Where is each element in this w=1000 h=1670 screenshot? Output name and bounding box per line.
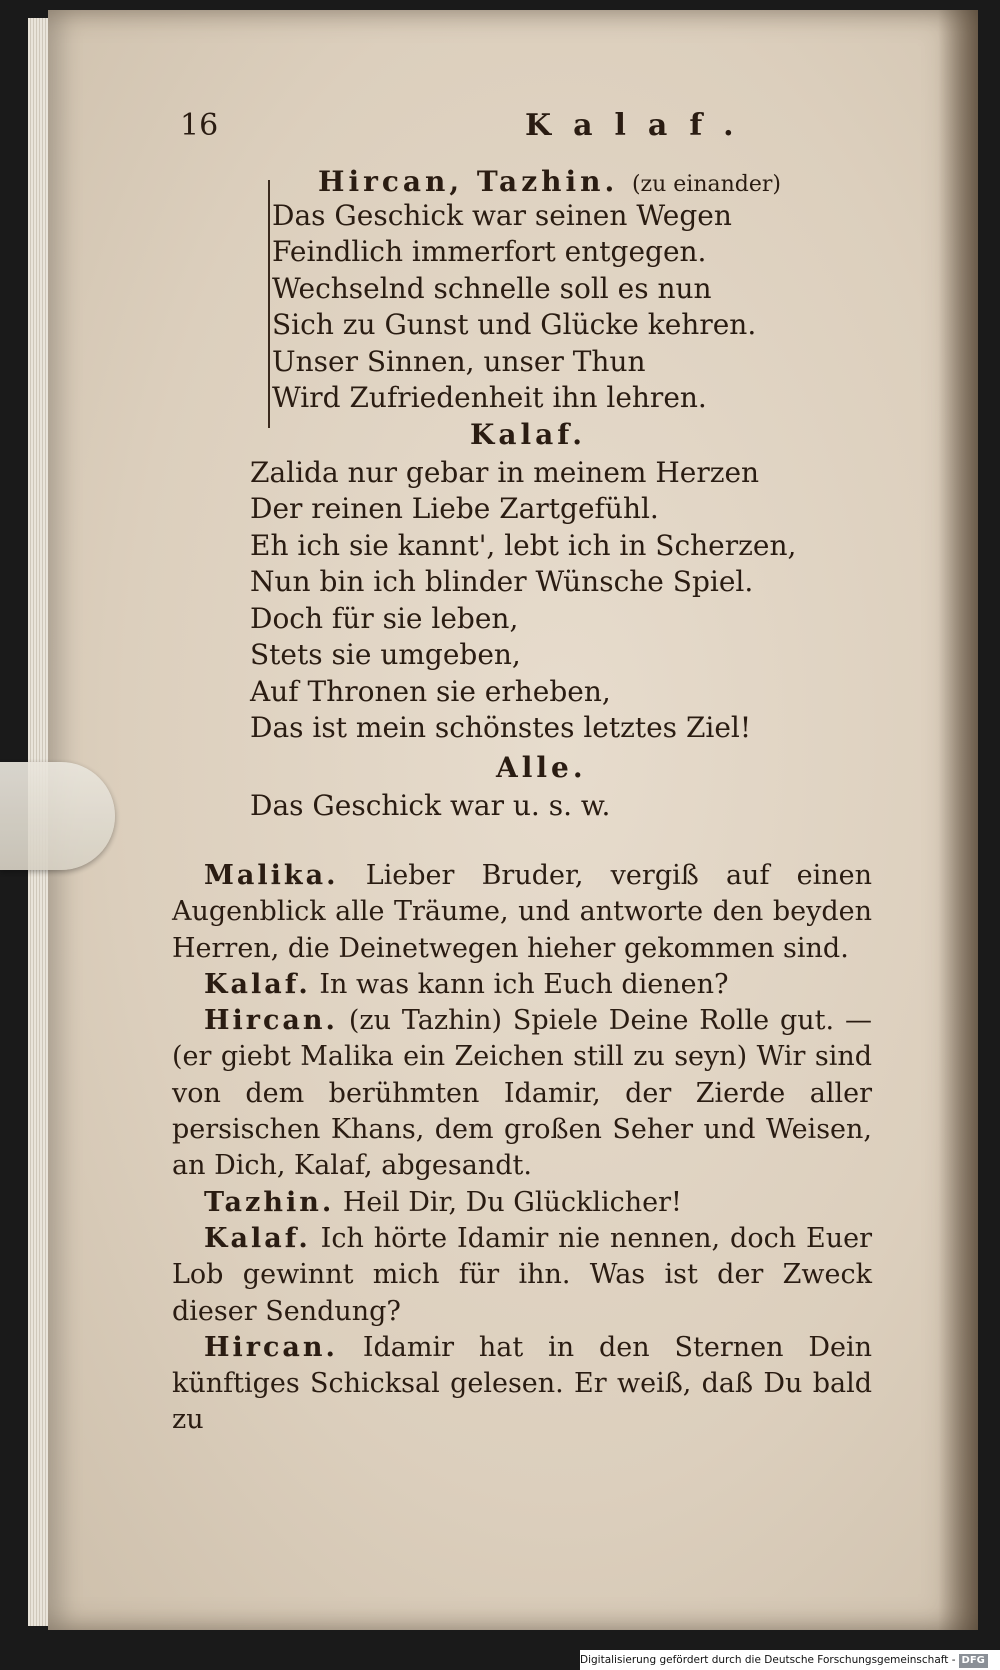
stage-direction: (zu einander) xyxy=(631,172,781,197)
dialogue-text: In was kann ich Euch dienen? xyxy=(319,968,729,1000)
verse-line: Auf Thronen sie erheben, xyxy=(250,675,611,708)
dialogue-paragraph xyxy=(172,1330,872,1439)
verse-line: Das ist mein schönstes letztes Ziel! xyxy=(250,711,752,744)
spine-shadow xyxy=(938,10,978,1630)
dialogue-paragraph xyxy=(172,1185,872,1221)
verse-line: Unser Sinnen, unser Thun xyxy=(272,345,646,378)
running-title: Kalaf. xyxy=(525,108,756,143)
verse-line: Eh ich sie kannt', lebt ich in Scherzen, xyxy=(250,529,797,562)
verse-line: Doch für sie leben, xyxy=(250,602,519,635)
speaker-name: Hircan, Tazhin. xyxy=(318,165,619,198)
dialogue-text: Heil Dir, Du Glücklicher! xyxy=(342,1186,682,1218)
dialogue-text: Lieber Bruder, vergiß auf einen Augenblick alle Träume, und antworte den beyden Herren, die Deinetwegen hieher gekommen sind. xyxy=(172,860,872,964)
speaker-name: Malika. xyxy=(204,860,339,891)
verse-line: Zalida nur gebar in meinem Herzen xyxy=(250,456,760,489)
speaker-heading xyxy=(318,165,781,198)
verse-line: Das Geschick war u. s. w. xyxy=(250,789,611,822)
speaker-name: Hircan. xyxy=(204,1005,338,1037)
dialogue-text: Idamir hat in den Sternen Dein künftiges Schicksal gelesen. Er weiß, daß Du bald zu xyxy=(172,1331,872,1436)
dialogue-paragraph xyxy=(172,1221,872,1330)
dialogue-text: Ich hörte Idamir nie nennen, doch Euer Lob gewinnt mich für ihn. Was ist der Zweck dieser Sendung? xyxy=(172,1222,872,1327)
bookmark-tab xyxy=(0,762,115,870)
dialogue-text: (zu Tazhin) Spiele Deine Rolle gut. — (er giebt Malika ein Zeichen still zu seyn) Wir sind von dem berühmten Idamir, der Zierde aller persischen Khans, dem großen Seher und Weisen, an Dich, Kalaf, abgesandt. xyxy=(172,1005,872,1182)
speaker-heading: Alle. xyxy=(496,751,587,784)
footer-text: Digitalisierung gefördert durch die Deutsche Forschungsgemeinschaft - xyxy=(580,1654,956,1666)
dialogue-paragraph xyxy=(172,858,872,967)
speaker-name: Kalaf. xyxy=(204,1222,311,1254)
speaker-name: Kalaf. xyxy=(204,968,311,1000)
verse-line: Stets sie umgeben, xyxy=(250,638,521,671)
speaker-name: Tazhin. xyxy=(204,1186,335,1218)
page-header xyxy=(125,108,905,148)
verse-line: Sich zu Gunst und Glücke kehren. xyxy=(272,308,757,341)
speaker-name: Hircan. xyxy=(204,1331,338,1363)
prose-block xyxy=(172,858,872,1439)
verse-line: Das Geschick war seinen Wegen xyxy=(272,199,732,232)
verse-line: Wechselnd schnelle soll es nun xyxy=(272,272,712,305)
page-number: 16 xyxy=(180,108,219,143)
footer-credit xyxy=(580,1650,1000,1670)
verse-line: Der reinen Liebe Zartgefühl. xyxy=(250,492,659,525)
speaker-heading: Kalaf. xyxy=(470,418,587,451)
dfg-logo-icon: DFG xyxy=(959,1654,988,1668)
verse-line: Feindlich immerfort entgegen. xyxy=(272,235,707,268)
verse-line: Wird Zufriedenheit ihn lehren. xyxy=(272,381,707,414)
dialogue-paragraph xyxy=(172,1003,872,1184)
verse-line: Nun bin ich blinder Wünsche Spiel. xyxy=(250,565,754,598)
dialogue-paragraph xyxy=(172,967,872,1003)
